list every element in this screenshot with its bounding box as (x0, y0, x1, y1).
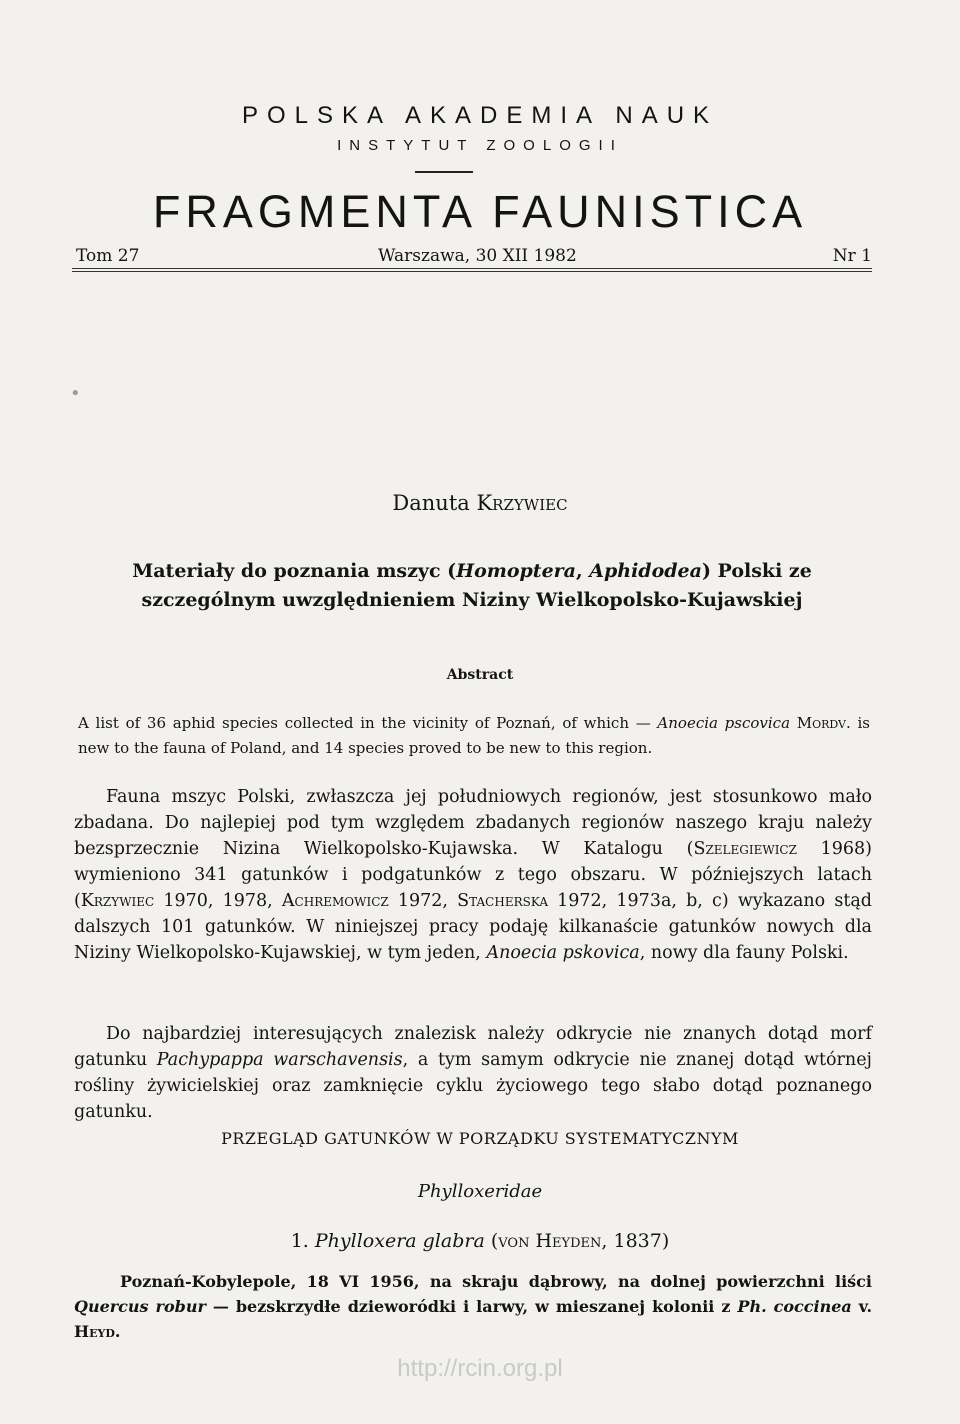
title-family: Aphidodea (589, 560, 702, 582)
rule-top (72, 268, 872, 269)
family-heading: Phylloxeridae (417, 1181, 543, 1202)
p2-species: Pachypappa warschavensis (156, 1050, 403, 1070)
p2-text-1: Do najbardziej interesujących znalezisk należy odkrycie nie znanych dotąd morf gatunku (74, 1024, 872, 1070)
title-part1: Materiały do poznania mszyc ( (132, 560, 457, 582)
species-author-prefix: (von (484, 1230, 536, 1252)
abstract-part1: A list of 36 aphid species collected in the vicinity of Poznań, of which — (78, 714, 658, 732)
abstract-species: Anoecia pscovica (657, 714, 791, 732)
record-author: Heyd. (74, 1322, 121, 1341)
abstract-heading: Abstract (446, 667, 514, 683)
p1-text-1: Fauna mszyc Polski, zwłaszcza jej południowych regionów, jest stosunkowo mało zbadana. Do najlepiej pod tym względem zbadanych regionów naszego kraju należy bezsprzecznie Nizina Wielkopolsko-Kujawska. W Katalogu ( (74, 787, 872, 859)
rule-bottom (72, 271, 872, 272)
abstract-text (78, 711, 870, 761)
abstract-author: Mordv. (796, 714, 851, 732)
issue-number: Nr 1 (832, 246, 872, 266)
collection-record (74, 1269, 872, 1344)
p1-citation-szelegiewicz: Szelegiewicz (693, 839, 797, 859)
p1-text-5: 1972, 1973a, b, c) wykazano stąd dalszych 101 gatunków. W niniejszej pracy podaję kilkanaście gatunków nowych dla Niziny Wielkopolsko-Kujawskiej, w tym jeden, (74, 891, 873, 963)
institute-name: INSTYTUT ZOOLOGII (337, 137, 623, 154)
volume-label: Tom 27 (76, 246, 140, 266)
journal-title: FRAGMENTA FAUNISTICA (152, 186, 808, 237)
p1-species: Anoecia pskovica (486, 943, 640, 963)
abstract-part2: is new to the fauna of Poland, and 14 species proved to be new to this region. (78, 714, 870, 757)
record-text-2: — bezskrzydłe dzieworódki i larwy, w mieszanej kolonii z (205, 1297, 738, 1316)
p1-citation-krzywiec: Krzywiec (80, 891, 155, 911)
record-text-3: v. (851, 1297, 873, 1316)
p1-citation-achremowicz: Achremowicz (281, 891, 389, 911)
title-part2: ) Polski ze szczególnym uwzględnieniem Niziny Wielkopolsko-Kujawskiej (141, 560, 812, 611)
record-host-plant: Quercus robur (74, 1297, 206, 1316)
species-author: Heyden (535, 1230, 602, 1252)
author-first-name: Danuta (392, 491, 470, 515)
p1-text-2: 1968) wymieniono 341 gatunków i podgatunków z tego obszaru. W późniejszych latach ( (74, 839, 872, 911)
p1-text-6: , nowy dla fauny Polski. (639, 943, 849, 963)
article-title (72, 557, 872, 615)
p1-citation-stacherska: Stacherska (457, 891, 548, 911)
place-date: Warszawa, 30 XII 1982 (378, 246, 577, 266)
p1-text-3: 1970, 1978, (154, 891, 282, 911)
margin-mark: • (70, 383, 81, 404)
author-line (0, 491, 960, 515)
paragraph-2 (74, 1021, 872, 1125)
academy-name: POLSKA AKADEMIA NAUK (241, 102, 719, 129)
species-year: , 1837) (601, 1230, 670, 1252)
author-last-name: Krzywiec (476, 491, 568, 515)
section-heading: PRZEGLĄD GATUNKÓW W PORZĄDKU SYSTEMATYCZNYM (221, 1129, 739, 1148)
title-sep: , (576, 560, 590, 582)
species-entry (0, 1230, 960, 1252)
title-order: Homoptera (456, 560, 576, 582)
species-name: Phylloxera glabra (314, 1230, 485, 1252)
header-divider (415, 171, 473, 173)
species-number: 1. (290, 1230, 309, 1252)
paragraph-1 (74, 784, 872, 966)
footer-url: http://rcin.org.pl (397, 1355, 563, 1382)
record-text-1: Poznań-Kobylepole, 18 VI 1956, na skraju dąbrowy, na dolnej powierzchni liści (120, 1272, 872, 1291)
p2-text-2: , a tym samym odkrycie nie znanej dotąd wtórnej rośliny żywicielskiej oraz zamknięcie cyklu życiowego tego słabo dotąd poznanego gatunku. (74, 1050, 872, 1122)
p1-text-4: 1972, (388, 891, 458, 911)
record-species: Ph. coccinea (737, 1297, 852, 1316)
